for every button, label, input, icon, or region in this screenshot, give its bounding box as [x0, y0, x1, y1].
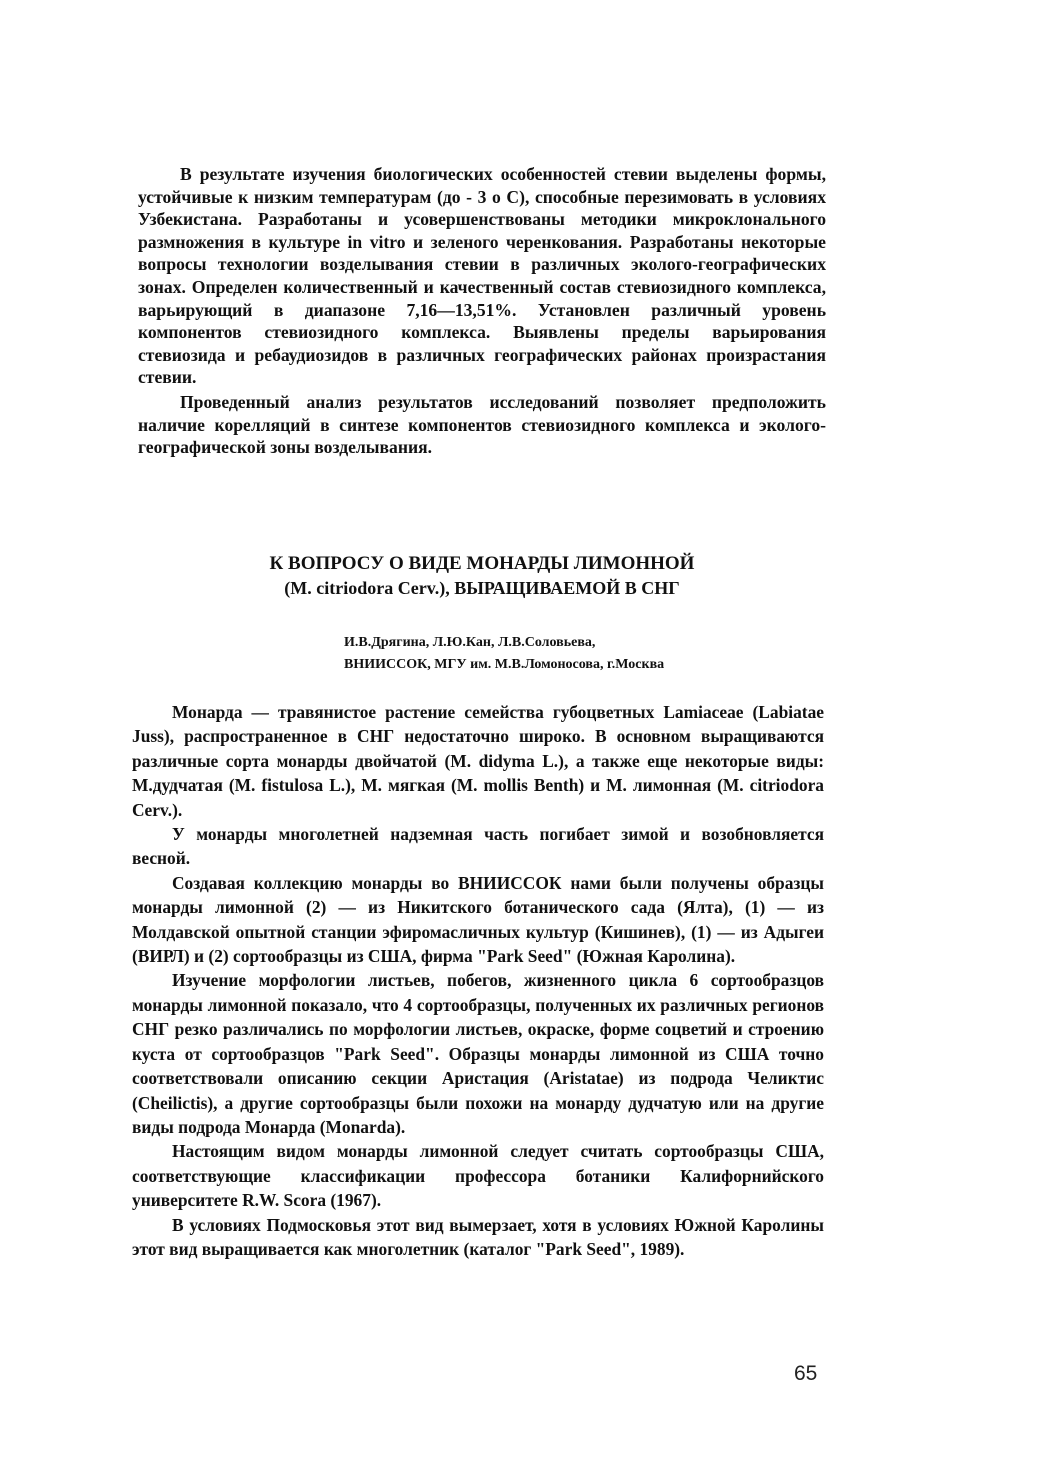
article-paragraph: В условиях Подмосковья этот вид вымерзает, хотя в условиях Южной Каролины этот вид выращивается как многолетник (каталог "Park Seed", 1989).: [132, 1214, 824, 1259]
article-paragraph: У монарды многолетней надземная часть погибает зимой и возобновляется весной.: [132, 824, 824, 869]
article-title-line: К ВОПРОСУ О ВИДЕ МОНАРДЫ ЛИМОННОЙ: [269, 553, 695, 574]
article-paragraph: Создавая коллекцию монарды во ВНИИССОК нами были получены образцы монарды лимонной (2) — из Никитского ботанического сада (Ялта), (1) — из Молдавской опытной станции эфиромасличных культур (Кишинев), (1) — из Адыгеи (ВИРЛ) и (2) сортообразцы из США, фирма "Park Seed" (Южная Каролина).: [132, 872, 824, 967]
intro-paragraph: В результате изучения биологических особенностей стевии выделены формы, устойчивые к низким температурам (до - 3 о С), способные перезимовать в условиях Узбекистана. Разработаны и усовершенствованы методики микроклонального размножения в культуре in vitro и зеленого черенкования. Разработаны некоторые вопросы технологии возделывания стевии в различных эколого-географических зонах. Определен количественный и качественный состав стевиозидного комплекса, варьирующий в диапазоне 7,16—13,51%. Установлен различный уровень компонентов стевиозидного комплекса. Выявлены пределы варьирования стевиозида и ребаудиозидов в различных географических районах произрастания стевии.: [138, 164, 826, 388]
authors-affiliation: ВНИИССОК, МГУ им. М.В.Ломоносова, г.Москва: [344, 657, 665, 672]
intro-section: [138, 163, 826, 459]
authors-names: И.В.Дрягина, Л.Ю.Кан, Л.В.Соловьева,: [344, 635, 596, 650]
article-title-line: (M. citriodora Cerv.), ВЫРАЩИВАЕМОЙ В СНГ: [284, 578, 680, 598]
intro-paragraph: Проведенный анализ результатов исследований позволяет предположить наличие корелляций в синтезе компонентов стевиозидного комплекса и эколого-географической зоны возделывания.: [138, 391, 826, 458]
article-paragraph: Изучение морфологии листьев, побегов, жизненного цикла 6 сортообразцов монарды лимонной показало, что 4 сортообразцы, полученных их различных регионов СНГ резко различались по морфологии листьев, окраске, форме соцветий и строению куста от сортообразцов "Park Seed". Образцы монарды лимонной из США точно соответствовали описанию секции Аристация (Aristatae) из подрода Челиктис (Cheilictis), а другие сортообразцы были похожи на монарду дудчатую или на другие виды подрода Монарда (Monarda).: [132, 970, 824, 1137]
page-number: 65: [794, 1362, 818, 1385]
article-paragraph: Монарда — травянистое растение семейства губоцветных Lamiaceae (Labiatae Juss), распространенное в СНГ недостаточно широко. В основном выращиваются различные сорта монарды двойчатой (M. didyma L.), а также еще некоторые виды: М.дудчатая (M. fistulosa L.), M. мягкая (M. mollis Benth) и М. лимонная (M. citriodora Cerv.).: [132, 702, 824, 820]
article-body: [132, 700, 824, 1261]
article-title: [138, 551, 826, 601]
article-paragraph: Настоящим видом монарды лимонной следует считать сортообразцы США, соответствующие классификации профессора ботаники Калифорнийского университете R.W. Scora (1967).: [132, 1141, 824, 1211]
article-authors: [344, 632, 824, 676]
